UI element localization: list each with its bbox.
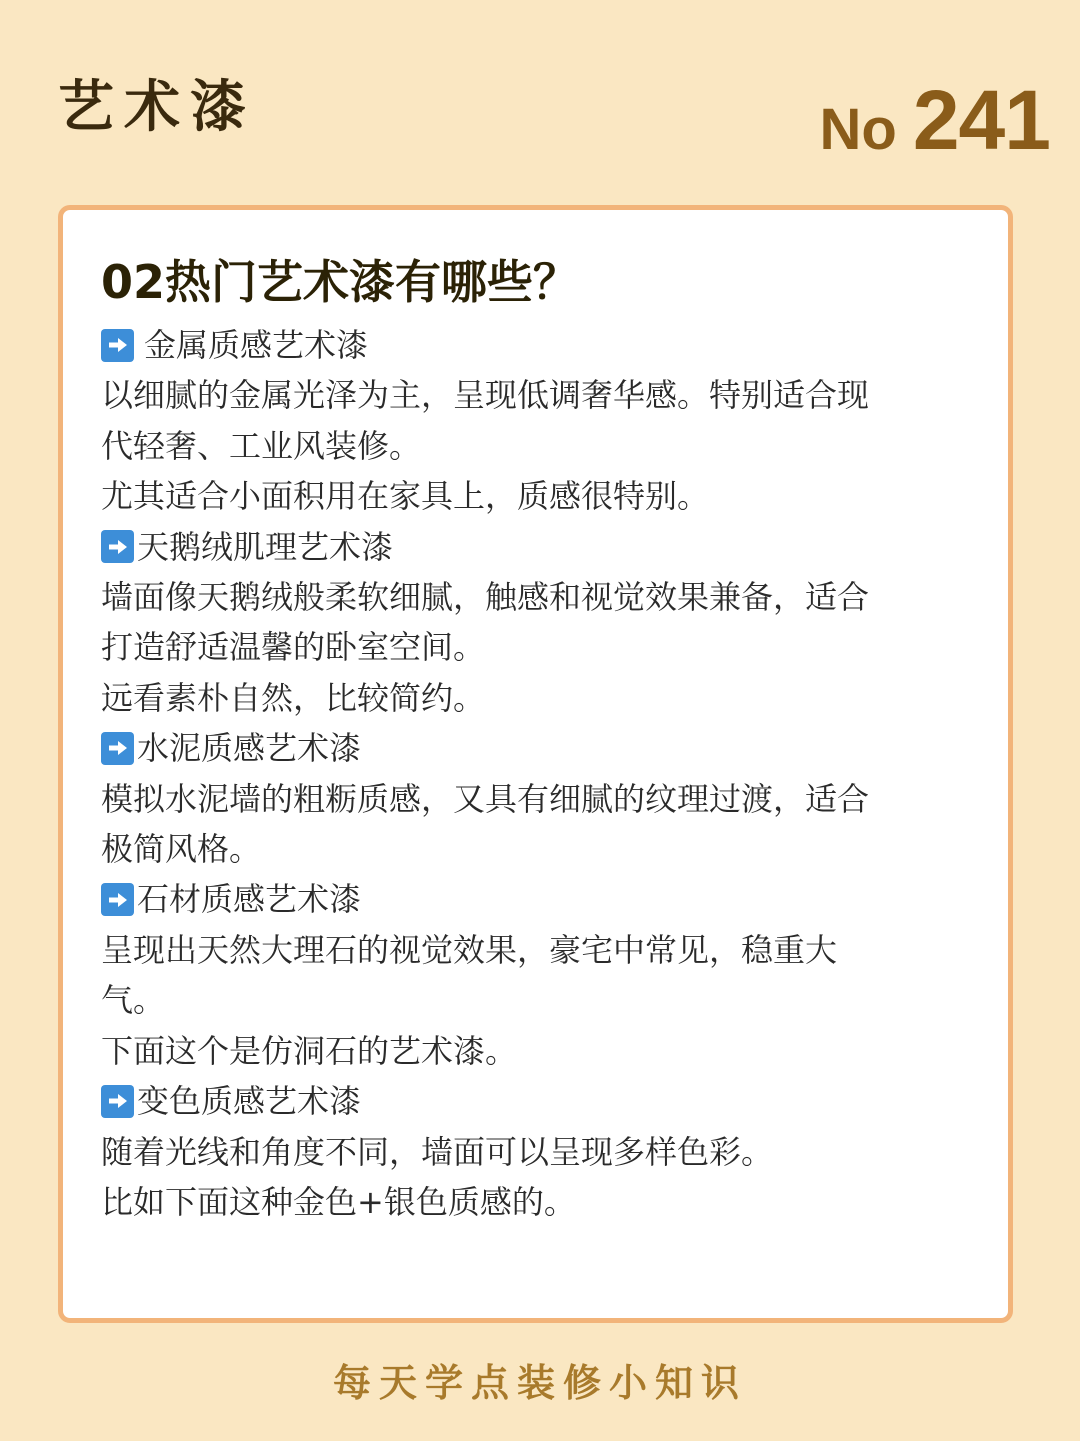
page-title: 艺术漆 <box>58 75 256 140</box>
right-arrow-icon <box>101 1085 134 1118</box>
section-title <box>101 522 972 572</box>
content-card <box>58 205 1013 1323</box>
section-text-line: 打造舒适温馨的卧室空间。 <box>101 628 486 667</box>
section-title <box>101 320 972 370</box>
section-title <box>101 1076 972 1126</box>
section-text-line: 气。 <box>101 981 166 1020</box>
right-arrow-icon <box>101 732 134 765</box>
section-title-text: 水泥质感艺术漆 <box>137 729 362 768</box>
issue-number-value: 241 <box>912 73 1050 167</box>
issue-number <box>819 73 1050 167</box>
section-text-line: 以细腻的金属光泽为主，呈现低调奢华感。特别适合现 <box>101 376 870 415</box>
right-arrow-icon <box>101 329 134 362</box>
right-arrow-icon <box>101 530 134 563</box>
card-heading: 02热门艺术漆有哪些？ <box>101 255 580 309</box>
section-text-line: 下面这个是仿洞石的艺术漆。 <box>101 1031 518 1070</box>
section-title-text: 变色质感艺术漆 <box>137 1082 362 1121</box>
section-title <box>101 874 972 924</box>
section-text-line: 随着光线和角度不同，墙面可以呈现多样色彩。 <box>101 1132 774 1171</box>
issue-prefix: No <box>819 97 897 162</box>
right-arrow-icon <box>101 883 134 916</box>
section-text-line: 代轻奢、工业风装修。 <box>101 426 422 465</box>
section-text-line: 比如下面这种金色+银色质感的。 <box>101 1182 576 1221</box>
section-title <box>101 723 972 773</box>
section-text-line: 模拟水泥墙的粗粝质感，又具有细腻的纹理过渡，适合 <box>101 779 870 818</box>
card-content <box>101 250 972 1227</box>
section-text-line: 极简风格。 <box>101 830 262 869</box>
section-text-line: 呈现出天然大理石的视觉效果，豪宅中常见，稳重大 <box>101 930 838 969</box>
section-title-text: 石材质感艺术漆 <box>137 880 362 919</box>
footer-tagline: 每天学点装修小知识 <box>332 1361 747 1405</box>
section-text-line: 墙面像天鹅绒般柔软细腻，触感和视觉效果兼备，适合 <box>101 578 870 617</box>
section-title-text: 金属质感艺术漆 <box>144 326 369 364</box>
section-text-line: 尤其适合小面积用在家具上，质感很特别。 <box>101 477 710 516</box>
section-title-text: 天鹅绒肌理艺术漆 <box>137 527 394 566</box>
section-text-line: 远看素朴自然，比较简约。 <box>101 678 486 717</box>
